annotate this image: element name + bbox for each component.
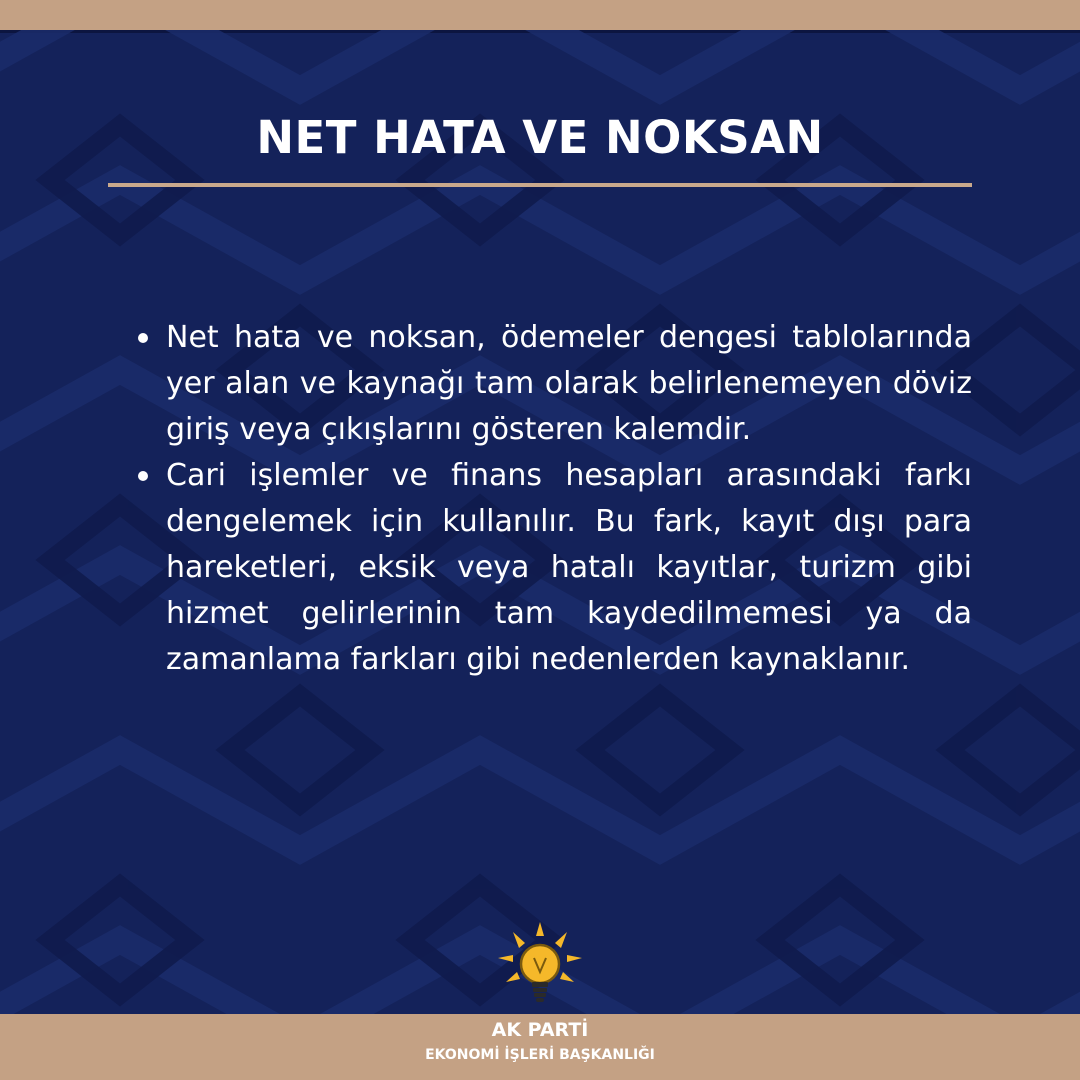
list-item-text: Net hata ve noksan, ödemeler dengesi tablolarında yer alan ve kaynağı tam olarak belirlenemeyen döviz giriş veya çıkışlarını gösteren kalemdir. — [166, 320, 972, 447]
organization-name: AK PARTİ — [491, 1019, 589, 1041]
lightbulb-logo-icon — [498, 922, 582, 1008]
organization-unit: EKONOMİ İŞLERİ BAŞKANLIĞI — [425, 1047, 655, 1063]
bullet-dot-icon — [138, 471, 148, 481]
page-title: NET HATA VE NOKSAN — [256, 111, 824, 164]
top-band — [0, 0, 1080, 30]
list-item-text: Cari işlemler ve finans hesapları arasındaki farkı dengelemek için kullanılır. Bu fark, kayıt dışı para hareketleri, eksik veya hatalı kayıtlar, turizm gibi hizmet gelirlerinin tam kaydedilmemesi ya da zamanlama farkları gibi nedenlerden kaynaklanır. — [166, 458, 972, 677]
content-panel — [0, 30, 1080, 1014]
bullet-dot-icon — [138, 333, 148, 343]
title-divider — [108, 183, 972, 187]
bullet-list — [136, 315, 972, 683]
list-item — [136, 453, 972, 683]
list-item — [136, 315, 972, 453]
